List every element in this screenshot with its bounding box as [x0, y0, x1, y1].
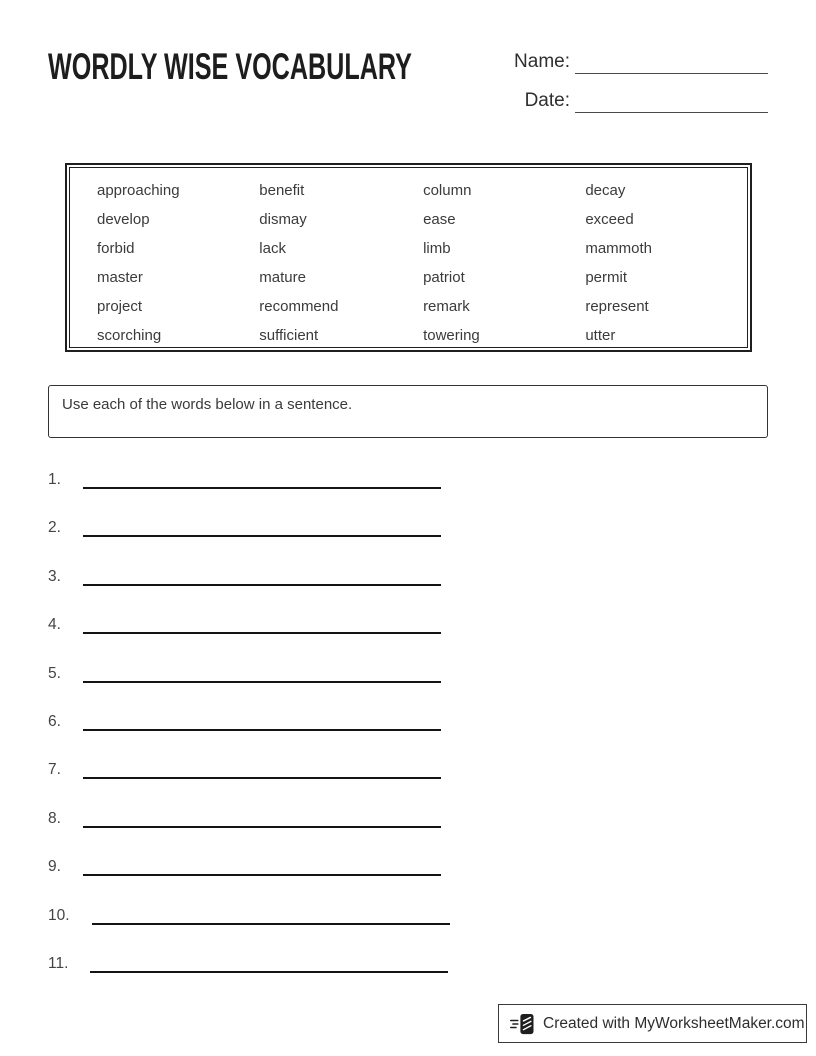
word-bank-word: utter: [585, 326, 616, 344]
word-bank-word: towering: [423, 326, 480, 344]
question-row: [48, 606, 508, 634]
credit-text: Created with MyWorksheetMaker.com: [543, 1014, 805, 1032]
word-bank-word: sufficient: [259, 326, 319, 344]
question-number: 7.: [48, 761, 61, 779]
question-row: [48, 509, 508, 537]
instruction-text: Use each of the words below in a sentence.: [62, 396, 353, 413]
answer-blank-line: [83, 727, 441, 731]
word-bank-word: exceed: [585, 210, 634, 228]
answer-blank-line: [83, 824, 441, 828]
word-bank-word: project: [97, 297, 143, 315]
answer-blank-line: [83, 872, 441, 876]
question-row: [48, 800, 508, 828]
date-blank-line: [575, 89, 768, 113]
word-bank-word: scorching: [97, 326, 162, 344]
question-row: [48, 655, 508, 683]
flying-worksheet-icon: [509, 1010, 537, 1038]
page-title: WORDLY WISE VOCABULARY: [48, 46, 412, 87]
question-row: [48, 461, 508, 489]
word-bank-word: remark: [423, 297, 470, 315]
question-row: [48, 848, 508, 876]
word-bank-word: master: [97, 268, 143, 286]
date-field-row: [510, 89, 768, 113]
answer-blank-line: [83, 485, 441, 489]
word-bank-word: recommend: [259, 297, 339, 315]
name-label: Name:: [514, 51, 570, 72]
name-field-row: [510, 50, 768, 74]
word-bank-word: limb: [423, 239, 451, 257]
word-bank-word: patriot: [423, 268, 465, 286]
question-number: 3.: [48, 567, 61, 585]
instruction-box: [48, 385, 768, 438]
question-number: 6.: [48, 712, 61, 730]
question-row: [48, 558, 508, 586]
word-bank-word: represent: [585, 297, 649, 315]
question-row: [48, 751, 508, 779]
name-blank-line: [575, 50, 768, 74]
questions-list: [48, 461, 508, 993]
question-row: [48, 897, 508, 925]
word-bank-word: mature: [259, 268, 306, 286]
word-bank-word: dismay: [259, 210, 307, 228]
word-bank-word: develop: [97, 210, 150, 228]
answer-blank-line: [83, 679, 441, 683]
word-bank-word: column: [423, 182, 472, 199]
word-bank-word: ease: [423, 210, 456, 228]
question-row: [48, 945, 508, 973]
question-number: 1.: [48, 471, 61, 488]
answer-blank-line: [83, 582, 441, 586]
word-bank-word: approaching: [97, 182, 180, 199]
credit-badge: [498, 1004, 807, 1043]
question-number: 2.: [48, 519, 61, 537]
answer-blank-line: [83, 533, 441, 537]
answer-blank-line: [92, 921, 450, 925]
word-bank-word: lack: [259, 239, 286, 257]
question-number: 5.: [48, 664, 61, 682]
word-bank-word: mammoth: [585, 239, 653, 257]
word-bank-box: [65, 163, 752, 352]
answer-blank-line: [90, 969, 448, 973]
question-number: 9.: [48, 858, 61, 876]
question-number: 4.: [48, 616, 61, 634]
question-number: 10.: [48, 906, 70, 924]
word-bank-word: permit: [585, 268, 628, 286]
word-bank-word: benefit: [259, 182, 305, 199]
date-label: Date:: [524, 90, 570, 111]
question-row: [48, 703, 508, 731]
word-bank-word: decay: [585, 182, 626, 199]
word-bank-word: forbid: [97, 239, 135, 257]
header-fields: [510, 50, 768, 128]
question-number: 11.: [48, 954, 69, 972]
answer-blank-line: [83, 630, 441, 634]
answer-blank-line: [83, 775, 441, 779]
question-number: 8.: [48, 809, 61, 827]
word-bank-grid: [69, 167, 748, 348]
